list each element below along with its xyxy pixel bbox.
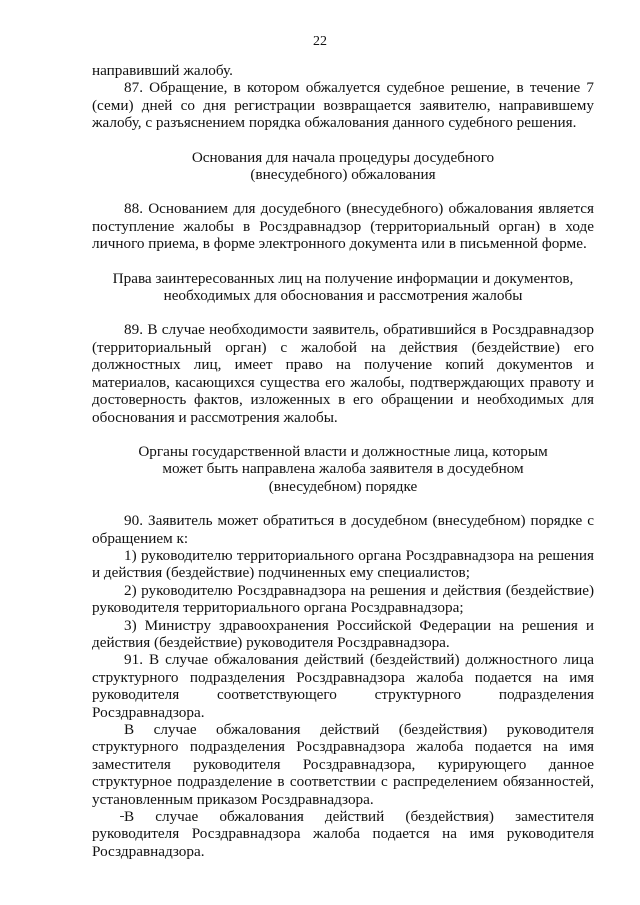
section-heading-grounds: Основания для начала процедуры досудебного (внесудебного) обжалования bbox=[191, 148, 495, 184]
list-item-3: 3) Министру здравоохранения Российской Федерации на решения и действия (бездействие) руководителя Росздравнадзора. bbox=[92, 616, 594, 651]
paragraph-continuation: направивший жалобу. bbox=[92, 62, 233, 79]
section-heading-rights: Права заинтересованных лиц на получение информации и документов, необходимых для обоснования и рассмотрения жалобы bbox=[112, 269, 574, 305]
paragraph-91-part-3: В случае обжалования действий (бездействия) заместителя руководителя Росздравнадзора жалоба подается на имя руководителя Росздравнадзора. bbox=[92, 808, 594, 860]
section-heading-authorities: Органы государственной власти и должностные лица, которым может быть направлена жалоба заявителя в досудебном (внесудебном) порядке bbox=[138, 442, 548, 495]
list-item-2: 2) руководителю Росздравнадзора на решения и действия (бездействие) руководителя территориального органа Росздравнадзора; bbox=[92, 581, 594, 617]
paragraph-88: 88. Основанием для досудебного (внесудебного) обжалования является поступление жалобы в Росздравнадзор (территориальный орган) в ходе личного приема, в форме электронного документа или в письменной форме. bbox=[92, 200, 594, 253]
paragraph-91: 91. В случае обжалования действий (бездействий) должностного лица структурного подразделения Росздравнадзора жалоба подается на имя руководителя соответствующего структурного подразделения Росздравнадзора. bbox=[92, 651, 594, 721]
paragraph-89: 89. В случае необходимости заявитель, обратившийся в Росздравнадзор (территориальный орган) с жалобой на действия (бездействие) его должностных лиц, имеет право на получение копий документов и материалов, касающихся существа его жалобы, подтверждающих правоту и достоверность фактов, изложенных в его обращении и необходимых для обоснования и рассмотрения жалобы. bbox=[92, 321, 594, 426]
paragraph-90: 90. Заявитель может обратиться в досудебном (внесудебном) порядке с обращением к: bbox=[92, 512, 594, 547]
paragraph-87: 87. Обращение, в котором обжалуется судебное решение, в течение 7 (семи) дней со дня регистрации возвращается заявителю, направившему жалобу, с разъяснением порядка обжалования данного судебного решения. bbox=[92, 79, 594, 132]
page-number: 22 bbox=[313, 34, 327, 49]
document-body bbox=[92, 62, 594, 860]
list-item-1: 1) руководителю территориального органа Росздравнадзора на решения и действия (бездействие) подчиненных ему специалистов; bbox=[92, 546, 594, 582]
paragraph-91-part-2: В случае обжалования действий (бездействия) руководителя структурного подразделения Росздравнадзора жалоба подается на имя заместителя руководителя Росздравнадзора, курирующего данное структурное подразделение в соответствии с распределением обязанностей, установленным приказом Росздравнадзора. bbox=[92, 721, 594, 808]
scan-mark bbox=[120, 816, 124, 817]
